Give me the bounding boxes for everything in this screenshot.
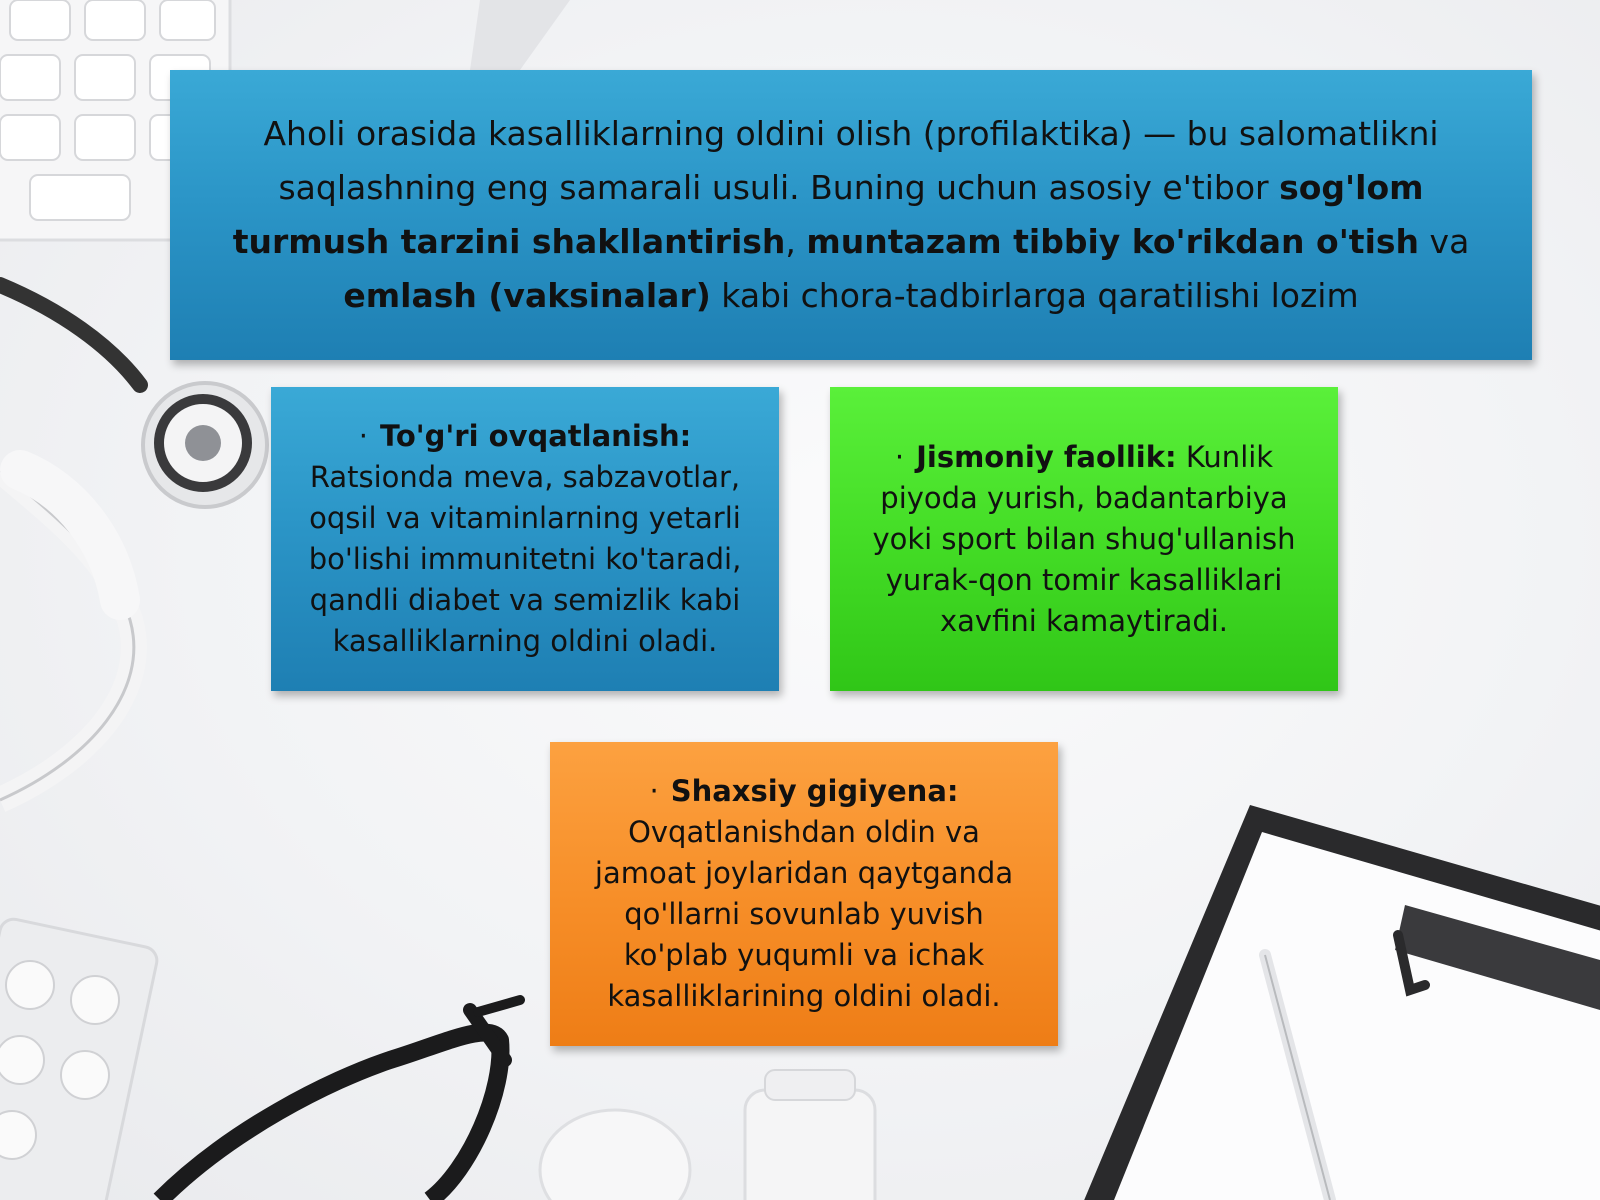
main-text-part-3: va (1419, 222, 1470, 261)
card-nutrition-title: To'g'ri ovqatlanish: (379, 419, 692, 453)
card-nutrition-text (285, 416, 765, 662)
main-text-bold-3: emlash (vaksinalar) (343, 276, 711, 315)
main-text-bold-1: sog'lom turmush tarzini shakllantirish (232, 168, 1424, 261)
laptop-corner (470, 0, 570, 70)
card-hygiene-text (580, 771, 1028, 1017)
card-physical-activity-title: Jismoniy faollik: (916, 439, 1177, 474)
card-hygiene-body: Ovqatlanishdan oldin va jamoat joylaridan qaytganda qo'llarni sovunlab yuvish ko'plab yuqumli va ichak kasalliklarining oldini oladi. (594, 815, 1014, 1013)
bullet-icon: · (894, 439, 905, 474)
main-text-part-4: kabi chora-tadbirlarga qaratilishi lozim (710, 276, 1359, 315)
pill-bottle-image (540, 1070, 875, 1200)
card-hygiene (550, 742, 1058, 1046)
card-nutrition (271, 387, 779, 691)
card-nutrition-body: Ratsionda meva, sabzavotlar, oqsil va vitaminlarning yetarli bo'lishi immunitetni ko'taradi, qandli diabet va semizlik kabi kasalliklarning oldini oladi. (308, 460, 742, 658)
glasses-image (160, 1000, 520, 1200)
main-text-part-2: , (785, 222, 807, 261)
stethoscope-image (0, 285, 267, 800)
bullet-icon: · (358, 419, 368, 453)
main-text-part-1: Aholi orasida kasalliklarning oldini olish (profilaktika) — bu salomatlikni saqlashning eng samarali usuli. Buning uchun asosiy e'tibor (263, 114, 1439, 207)
main-info-box (170, 70, 1532, 360)
pill-blister-image (0, 917, 159, 1200)
main-text-bold-2: muntazam tibbiy ko'rikdan o'tish (806, 222, 1420, 261)
card-physical-activity-text (856, 437, 1312, 642)
clipboard-image (1080, 805, 1600, 1200)
card-physical-activity-body: Kunlik piyoda yurish, badantarbiya yoki sport bilan shug'ullanish yurak-qon tomir kasalliklari xavfini kamaytiradi. (872, 439, 1296, 638)
main-info-text (210, 107, 1492, 323)
card-hygiene-title: Shaxsiy gigiyena: (670, 774, 959, 808)
bullet-icon: · (649, 774, 659, 808)
card-physical-activity (830, 387, 1338, 691)
